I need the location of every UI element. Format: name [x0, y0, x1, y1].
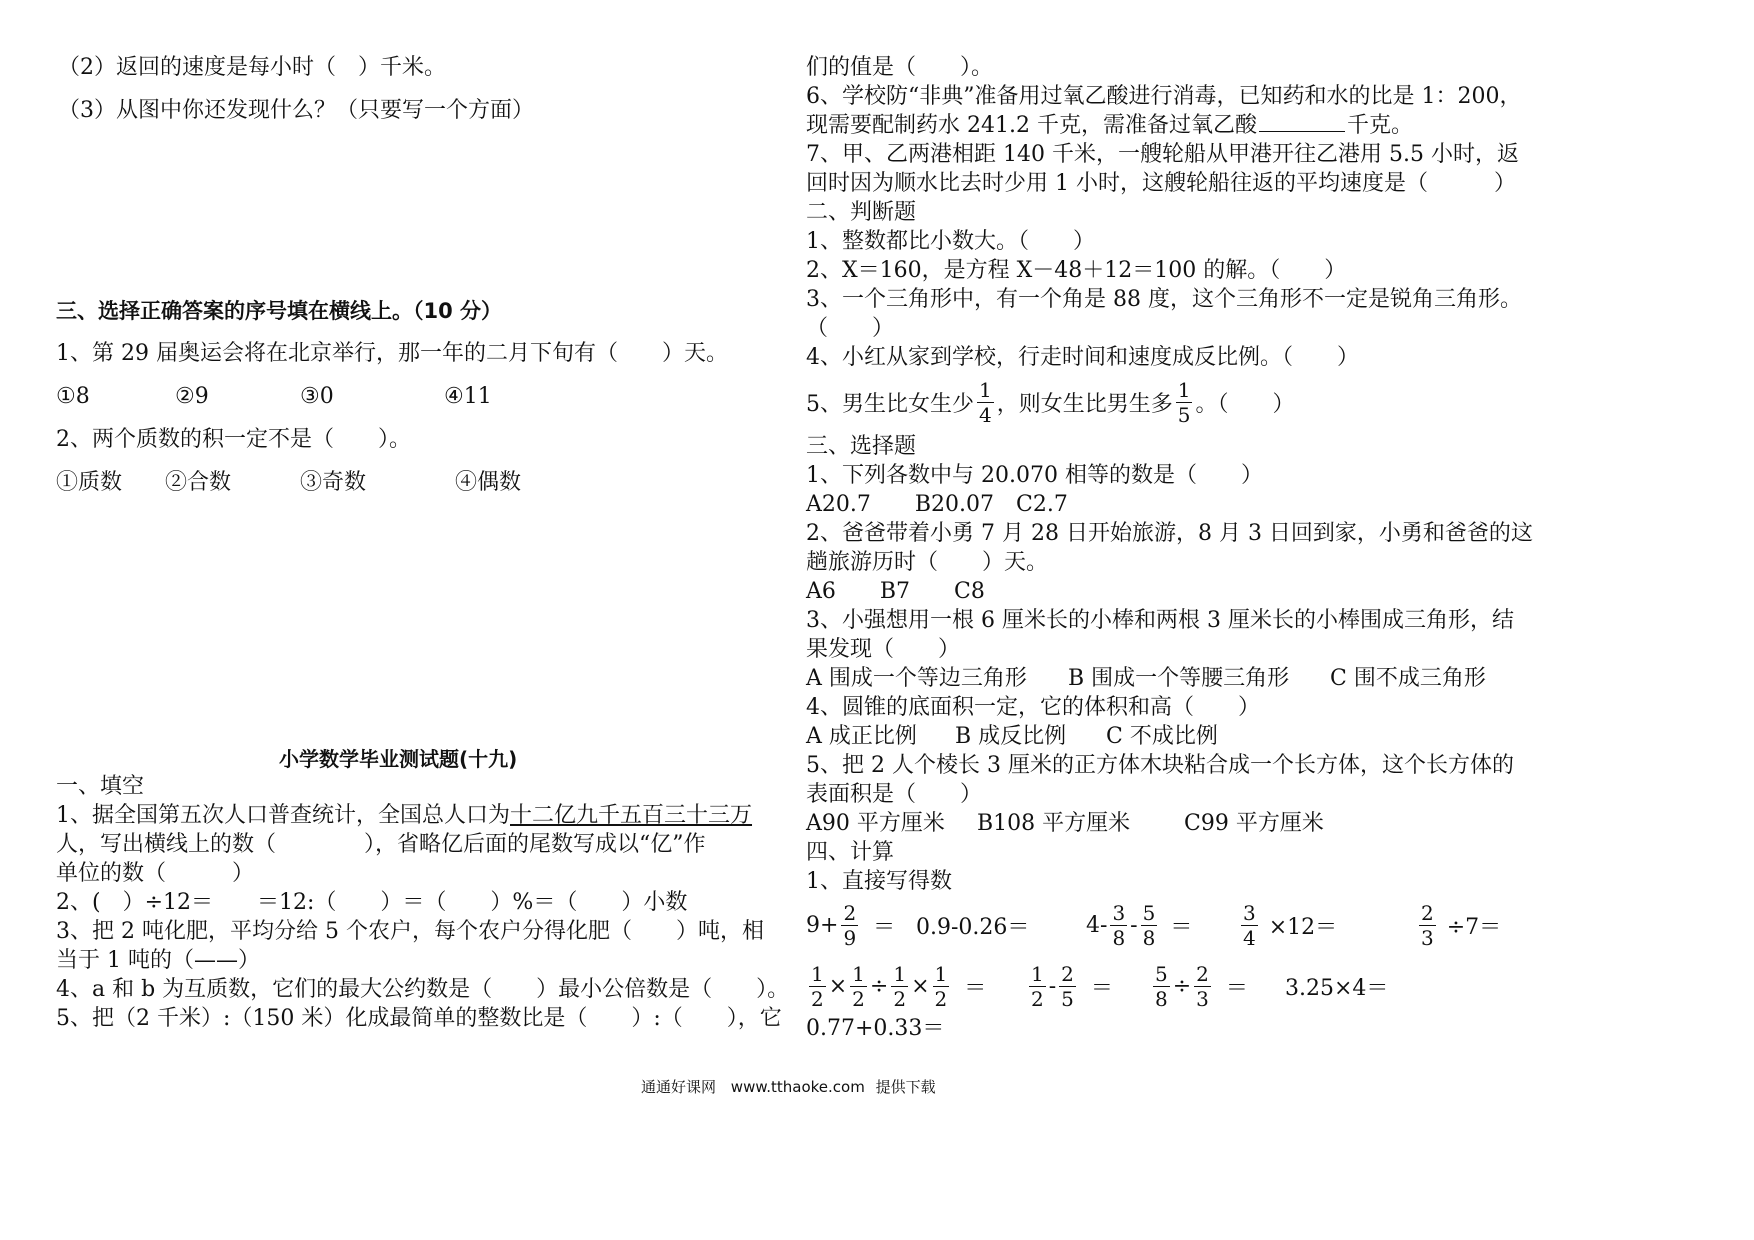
- calc-item-2: 0.9-0.26＝: [916, 914, 1030, 940]
- select-q2-line2: 趟旅游历时（ ）天。: [806, 550, 1049, 575]
- calc-text: -: [1048, 973, 1057, 999]
- numerator: 1: [979, 377, 992, 402]
- denominator: 2: [934, 986, 948, 1011]
- calc-text: 4-: [1086, 912, 1108, 938]
- choice-heading: 三、选择正确答案的序号填在横线上。（10 分）: [56, 299, 503, 323]
- calc-item-5: [1416, 901, 1501, 949]
- calc-item-6: [806, 962, 986, 1010]
- select-q4-option-a: A 成正比例: [806, 724, 917, 749]
- choice-q1-option-2: ②9: [175, 384, 209, 409]
- calc-text: ×12＝: [1268, 914, 1338, 940]
- fill-q2: 2、( ）÷12＝ ＝12:（ ）＝（ ）%＝（ ）小数: [56, 890, 688, 915]
- select-q2-line1: 2、爸爸带着小勇 7 月 28 日开始旅游，8 月 3 日回到家，小勇和爸爸的这: [806, 521, 1533, 546]
- footer-site: 通通好课网: [641, 1078, 717, 1096]
- calc-item-1: [806, 901, 895, 949]
- select-q5-option-b: B108 平方厘米: [977, 811, 1131, 836]
- numerator: 1: [811, 961, 824, 986]
- numerator: 2: [1196, 961, 1209, 986]
- calc-text: -: [1130, 912, 1138, 938]
- choice-q2-option-3: ③奇数: [300, 470, 367, 495]
- denominator: 2: [852, 986, 865, 1011]
- calc-item-10: 0.77+0.33＝: [806, 1016, 945, 1041]
- choice-q2-option-2: ②合数: [165, 470, 232, 495]
- denominator: 4: [1243, 925, 1256, 950]
- fraction: [1241, 900, 1258, 950]
- choice-q1-option-4: ④11: [444, 384, 492, 409]
- right-q6-text: 现需要配制药水 241.2 千克，需准备过氧乙酸: [806, 113, 1257, 138]
- fill-heading: 一、填空: [56, 774, 145, 799]
- select-q5-line2: 表面积是（ ）: [806, 782, 983, 807]
- fraction: [933, 961, 950, 1011]
- denominator: 5: [1177, 402, 1191, 427]
- judge-q5-text-b: ，则女生比男生多: [996, 391, 1173, 417]
- choice-q2-option-1: ①质数: [56, 470, 123, 495]
- select-q4-option-b: B 成反比例: [955, 724, 1067, 749]
- judge-q3-line1: 3、一个三角形中，有一个角是 88 度，这个三角形不一定是锐角三角形。: [806, 287, 1522, 312]
- select-q3-line2: 果发现（ ）: [806, 637, 961, 662]
- fraction: [1419, 900, 1436, 950]
- select-q3-option-c: C 围不成三角形: [1330, 666, 1486, 691]
- select-q4-option-c: C 不成比例: [1106, 724, 1218, 749]
- fraction: [1153, 961, 1170, 1011]
- calc-text: ÷: [1172, 973, 1192, 999]
- judge-q5-text-c: 。（ ）: [1195, 391, 1295, 417]
- numerator: 1: [893, 961, 907, 986]
- numerator: 3: [1112, 900, 1126, 925]
- denominator: 3: [1196, 986, 1209, 1011]
- fill-q5: 5、把（2 千米）:（150 米）化成最简单的整数比是（ ）:（ ），它: [56, 1006, 782, 1031]
- calc-item-9: 3.25×4＝: [1285, 975, 1389, 1001]
- footer-url[interactable]: www.tthaoke.com: [730, 1078, 865, 1096]
- fill-q1-line1: [56, 801, 752, 831]
- calc-text: ＝: [1090, 975, 1113, 1001]
- fill-q1-underlined: 十二亿九千五百三十三万: [510, 803, 753, 828]
- calc-item-8: [1150, 962, 1248, 1010]
- judge-q3-line2: （ ）: [806, 316, 895, 341]
- select-q2-options: A6 B7 C8: [806, 579, 985, 604]
- fraction: [1059, 961, 1076, 1011]
- calc-text: ×: [828, 973, 848, 999]
- fill-q1-line3: 单位的数（ ）: [56, 861, 255, 886]
- fraction: [891, 961, 908, 1011]
- judge-heading: 二、判断题: [806, 200, 917, 225]
- fill-q3-line2: 当于 1 吨的（——）: [56, 948, 260, 973]
- left-q2: （2）返回的速度是每小时（ ）千米。: [58, 55, 446, 80]
- fraction: [1110, 900, 1127, 950]
- fill-q4: 4、a 和 b 为互质数，它们的最大公约数是（ ）最小公倍数是（ ）。: [56, 977, 790, 1002]
- select-heading: 三、选择题: [806, 434, 917, 459]
- numerator: 3: [1243, 900, 1256, 925]
- right-q6-line2: [806, 111, 1413, 141]
- answer-blank: [1259, 111, 1345, 132]
- fraction: [809, 961, 826, 1011]
- denominator: 5: [1061, 986, 1074, 1011]
- fraction: [850, 961, 867, 1011]
- choice-q1: 1、第 29 届奥运会将在北京举行，那一年的二月下旬有（ ）天。: [56, 341, 728, 366]
- footer: [641, 1076, 936, 1097]
- fraction: [841, 900, 858, 950]
- fraction: [1194, 961, 1211, 1011]
- select-q5-option-a: A90 平方厘米: [806, 811, 945, 836]
- select-q1-options: A20.7 B20.07 C2.7: [806, 492, 1068, 517]
- calc-subheading: 1、直接写得数: [806, 869, 952, 894]
- fill-q1-line2: 人，写出横线上的数（ ），省略亿后面的尾数写成以“亿”作: [56, 832, 706, 857]
- calc-text: ＝: [1225, 975, 1248, 1001]
- select-q5-option-c: C99 平方厘米: [1184, 811, 1324, 836]
- numerator: 1: [852, 961, 865, 986]
- select-q3-option-b: B 围成一个等腰三角形: [1068, 666, 1290, 691]
- right-q6-line1: 6、学校防“非典”准备用过氧乙酸进行消毒，已知药和水的比是 1：200，: [806, 84, 1522, 109]
- fill-q3-line1: 3、把 2 吨化肥，平均分给 5 个农户，每个农户分得化肥（ ）吨，相: [56, 919, 764, 944]
- numerator: 2: [1061, 961, 1074, 986]
- right-q7-line2: 回时因为顺水比去时少用 1 小时，这艘轮船往返的平均速度是（ ）: [806, 171, 1516, 196]
- calc-text: ＝: [964, 975, 987, 1001]
- calc-item-7: [1026, 962, 1113, 1010]
- denominator: 8: [1112, 925, 1126, 950]
- judge-q2: 2、X＝160，是方程 X－48＋12＝100 的解。（ ）: [806, 258, 1347, 283]
- select-q1: 1、下列各数中与 20.070 相等的数是（ ）: [806, 463, 1263, 488]
- calc-heading: 四、计算: [806, 840, 895, 865]
- numerator: 5: [1155, 961, 1168, 986]
- judge-q5: [806, 377, 1295, 427]
- footer-tail: 提供下载: [875, 1078, 936, 1096]
- calc-text: ＝: [1170, 914, 1193, 940]
- select-q3-line1: 3、小强想用一根 6 厘米长的小棒和两根 3 厘米长的小棒围成三角形，结: [806, 608, 1514, 633]
- fraction: [1141, 900, 1158, 950]
- fill-q1-text: 1、据全国第五次人口普查统计，全国总人口为: [56, 803, 510, 828]
- denominator: 8: [1142, 925, 1156, 950]
- numerator: 5: [1142, 900, 1156, 925]
- judge-q5-text-a: 5、男生比女生少: [806, 391, 974, 417]
- judge-q4: 4、小红从家到学校，行走时间和速度成反比例。（ ）: [806, 345, 1359, 370]
- denominator: 2: [893, 986, 907, 1011]
- numerator: 2: [843, 900, 857, 925]
- denominator: 4: [979, 402, 992, 427]
- calc-text: ÷: [869, 973, 889, 999]
- denominator: 3: [1421, 925, 1434, 950]
- calc-text: 9+: [806, 912, 839, 938]
- select-q3-option-a: A 围成一个等边三角形: [806, 666, 1027, 691]
- numerator: 2: [1421, 900, 1434, 925]
- fraction: [1029, 961, 1046, 1011]
- left-q3: （3）从图中你还发现什么？（只要写一个方面）: [58, 98, 534, 123]
- choice-q2: 2、两个质数的积一定不是（ ）。: [56, 427, 411, 452]
- denominator: 8: [1155, 986, 1168, 1011]
- select-q5-line1: 5、把 2 人个棱长 3 厘米的正方体木块粘合成一个长方体，这个长方体的: [806, 753, 1514, 778]
- fraction: [1176, 377, 1193, 427]
- calc-text: ÷7＝: [1446, 914, 1502, 940]
- calc-text: ＝: [873, 914, 896, 940]
- right-q7-line1: 7、甲、乙两港相距 140 千米，一艘轮船从甲港开往乙港用 5.5 小时，返: [806, 142, 1519, 167]
- numerator: 1: [934, 961, 948, 986]
- choice-q1-option-1: ①8: [56, 384, 90, 409]
- exam-title: 小学数学毕业测试题(十九): [279, 747, 518, 771]
- calc-item-3: [1086, 901, 1192, 949]
- choice-q1-option-3: ③0: [300, 384, 334, 409]
- numerator: 1: [1177, 377, 1191, 402]
- calc-item-4: [1238, 901, 1337, 949]
- choice-q2-option-4: ④偶数: [455, 470, 522, 495]
- numerator: 1: [1031, 961, 1044, 986]
- denominator: 2: [1031, 986, 1044, 1011]
- judge-q1: 1、整数都比小数大。（ ）: [806, 229, 1095, 254]
- denominator: 2: [811, 986, 824, 1011]
- fraction: [977, 377, 994, 427]
- right-q6-unit: 千克。: [1346, 113, 1413, 138]
- select-q4: 4、圆锥的底面积一定，它的体积和高（ ）: [806, 695, 1260, 720]
- right-q5-cont: 们的值是（ ）。: [806, 55, 994, 80]
- calc-text: ×: [911, 973, 930, 999]
- denominator: 9: [843, 925, 857, 950]
